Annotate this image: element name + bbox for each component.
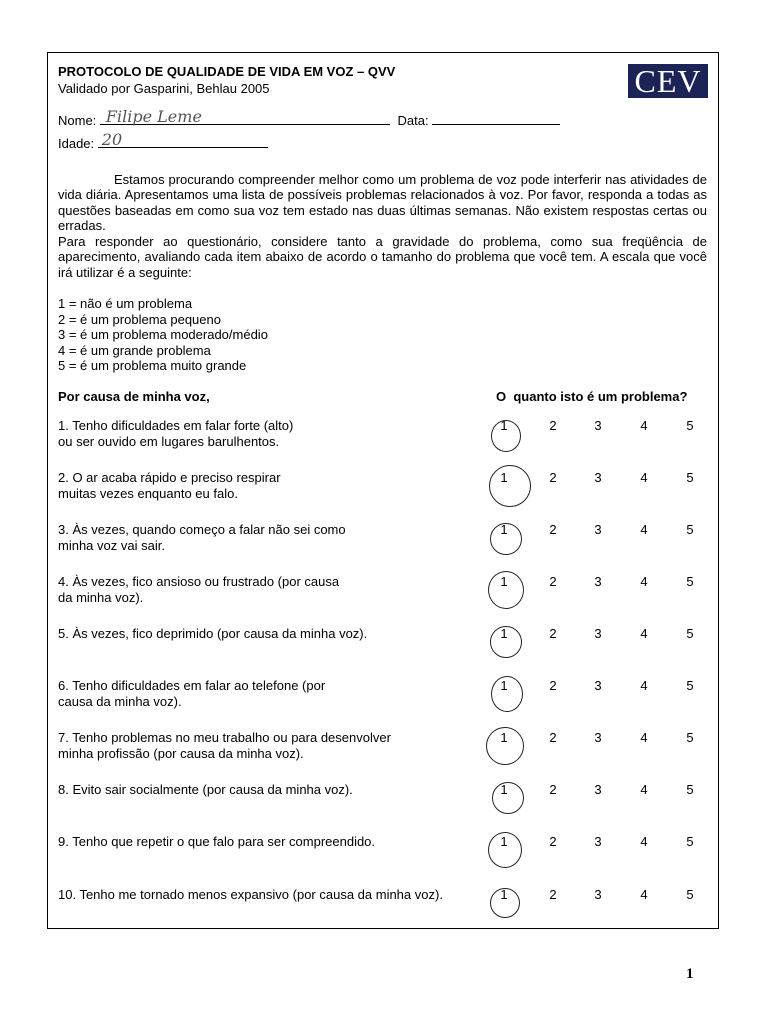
option-2[interactable]: 2 <box>549 470 557 485</box>
selected-answer-circle <box>492 782 524 814</box>
option-1[interactable]: 1 <box>500 626 508 641</box>
option-5[interactable]: 5 <box>686 626 694 641</box>
option-2[interactable]: 2 <box>549 626 557 641</box>
option-3[interactable]: 3 <box>594 730 602 745</box>
date-label: Data: <box>397 113 429 128</box>
question-text <box>58 418 293 450</box>
option-2[interactable]: 2 <box>549 574 557 589</box>
question-line: causa da minha voz). <box>58 694 182 709</box>
option-1[interactable]: 1 <box>500 574 508 589</box>
question-text <box>58 470 281 502</box>
option-4[interactable]: 4 <box>640 782 648 797</box>
question-line: 4. Às vezes, fico ansioso ou frustrado (por causa <box>58 574 340 589</box>
option-3[interactable]: 3 <box>594 678 602 693</box>
option-3[interactable]: 3 <box>594 522 602 537</box>
option-4[interactable]: 4 <box>640 574 648 589</box>
question-text <box>58 626 367 642</box>
age-label: Idade: <box>58 136 95 151</box>
option-1[interactable]: 1 <box>500 887 508 902</box>
selected-answer-circle <box>491 420 521 452</box>
option-5[interactable]: 5 <box>686 574 694 589</box>
option-4[interactable]: 4 <box>640 470 648 485</box>
scale-item: 1 = não é um problema <box>58 296 193 311</box>
age-handwriting: 20 <box>101 130 123 149</box>
instructions-paragraph-1: Estamos procurando compreender melhor como um problema de voz pode interferir nas atividades de vida diária. Apresentamos uma lista de possíveis problemas relacionados à voz. Por favor, responda a todas as questões baseadas em como sua voz tem estado nas duas últimas semanas. Não existem respostas certas ou erradas. <box>58 172 707 234</box>
selected-answer-circle <box>488 571 524 609</box>
option-4[interactable]: 4 <box>640 522 648 537</box>
option-1[interactable]: 1 <box>500 418 508 433</box>
scale-item: 4 = é um grande problema <box>58 342 211 358</box>
option-5[interactable]: 5 <box>686 418 694 433</box>
option-2[interactable]: 2 <box>549 834 557 849</box>
option-3[interactable]: 3 <box>594 782 602 797</box>
option-5[interactable]: 5 <box>686 887 694 902</box>
form-subtitle: Validado por Gasparini, Behlau 2005 <box>58 81 270 96</box>
scale-item: 2 = é um problema pequeno <box>58 311 221 327</box>
question-text <box>58 782 353 798</box>
question-line: 3. Às vezes, quando começo a falar não sei como <box>58 522 346 537</box>
option-2[interactable]: 2 <box>549 678 557 693</box>
option-5[interactable]: 5 <box>686 678 694 693</box>
selected-answer-circle <box>490 626 522 658</box>
question-line: ou ser ouvido em lugares barulhentos. <box>58 434 280 449</box>
question-line: 9. Tenho que repetir o que falo para ser compreendido. <box>58 834 376 849</box>
option-1[interactable]: 1 <box>500 730 508 745</box>
selected-answer-circle <box>489 465 531 507</box>
option-5[interactable]: 5 <box>686 730 694 745</box>
question-line: 10. Tenho me tornado menos expansivo (por causa da minha voz). <box>58 887 443 902</box>
question-line: 6. Tenho dificuldades em falar ao telefone (por <box>58 678 326 693</box>
selected-answer-circle <box>490 523 522 555</box>
table-header-left: Por causa de minha voz, <box>58 389 210 404</box>
scale-item: 3 = é um problema moderado/médio <box>58 327 268 342</box>
cev-logo: CEV <box>628 64 708 98</box>
name-row <box>58 107 560 128</box>
option-3[interactable]: 3 <box>594 834 602 849</box>
scale-list <box>58 296 268 374</box>
question-line: minha profissão (por causa da minha voz). <box>58 746 304 761</box>
option-1[interactable]: 1 <box>500 782 508 797</box>
option-2[interactable]: 2 <box>549 418 557 433</box>
question-text <box>58 730 391 762</box>
option-5[interactable]: 5 <box>686 522 694 537</box>
option-3[interactable]: 3 <box>594 626 602 641</box>
name-label: Nome: <box>58 113 97 128</box>
option-4[interactable]: 4 <box>640 678 648 693</box>
question-line: 2. O ar acaba rápido e preciso respirar <box>58 470 281 485</box>
option-1[interactable]: 1 <box>500 678 508 693</box>
question-line: 7. Tenho problemas no meu trabalho ou para desenvolver <box>58 730 391 745</box>
option-3[interactable]: 3 <box>594 574 602 589</box>
question-text <box>58 834 375 850</box>
option-1[interactable]: 1 <box>500 522 508 537</box>
name-field[interactable] <box>100 107 390 126</box>
question-text <box>58 678 325 710</box>
option-3[interactable]: 3 <box>594 470 602 485</box>
question-line: muitas vezes enquanto eu falo. <box>58 486 238 501</box>
instructions-paragraph-2: Para responder ao questionário, considere tanto a gravidade do problema, como sua freqüência de aparecimento, avaliando cada item abaixo de acordo o tamanho do problema que você tem. A escala que você irá utilizar é a seguinte: <box>58 234 707 280</box>
option-4[interactable]: 4 <box>640 730 648 745</box>
option-5[interactable]: 5 <box>686 834 694 849</box>
form-title: PROTOCOLO DE QUALIDADE DE VIDA EM VOZ – QVV <box>58 64 396 79</box>
option-5[interactable]: 5 <box>686 470 694 485</box>
age-field[interactable] <box>98 130 268 149</box>
question-line: 1. Tenho dificuldades em falar forte (alto) <box>58 418 294 433</box>
option-2[interactable]: 2 <box>549 522 557 537</box>
question-line: minha voz vai sair. <box>58 538 165 553</box>
option-2[interactable]: 2 <box>549 887 557 902</box>
page-number: 1 <box>686 966 694 982</box>
option-1[interactable]: 1 <box>500 834 508 849</box>
option-4[interactable]: 4 <box>640 626 648 641</box>
question-text <box>58 887 443 903</box>
selected-answer-circle <box>491 676 523 712</box>
option-2[interactable]: 2 <box>549 782 557 797</box>
scale-item: 5 = é um problema muito grande <box>58 358 247 373</box>
option-3[interactable]: 3 <box>594 887 602 902</box>
table-header-right: O quanto isto é um problema? <box>496 389 688 404</box>
question-line: 8. Evito sair socialmente (por causa da minha voz). <box>58 782 353 797</box>
question-text <box>58 574 339 606</box>
option-4[interactable]: 4 <box>640 887 648 902</box>
option-1[interactable]: 1 <box>500 470 508 485</box>
selected-answer-circle <box>486 727 524 765</box>
age-row <box>58 130 268 151</box>
question-text <box>58 522 346 554</box>
date-field[interactable] <box>432 112 560 125</box>
option-3[interactable]: 3 <box>594 418 602 433</box>
question-line: 5. Às vezes, fico deprimido (por causa da minha voz). <box>58 626 368 641</box>
selected-answer-circle <box>490 888 520 918</box>
name-handwriting: Filipe Leme <box>105 107 202 126</box>
option-5[interactable]: 5 <box>686 782 694 797</box>
option-2[interactable]: 2 <box>549 730 557 745</box>
question-line: da minha voz). <box>58 590 144 605</box>
option-4[interactable]: 4 <box>640 418 648 433</box>
option-4[interactable]: 4 <box>640 834 648 849</box>
selected-answer-circle <box>488 832 522 868</box>
